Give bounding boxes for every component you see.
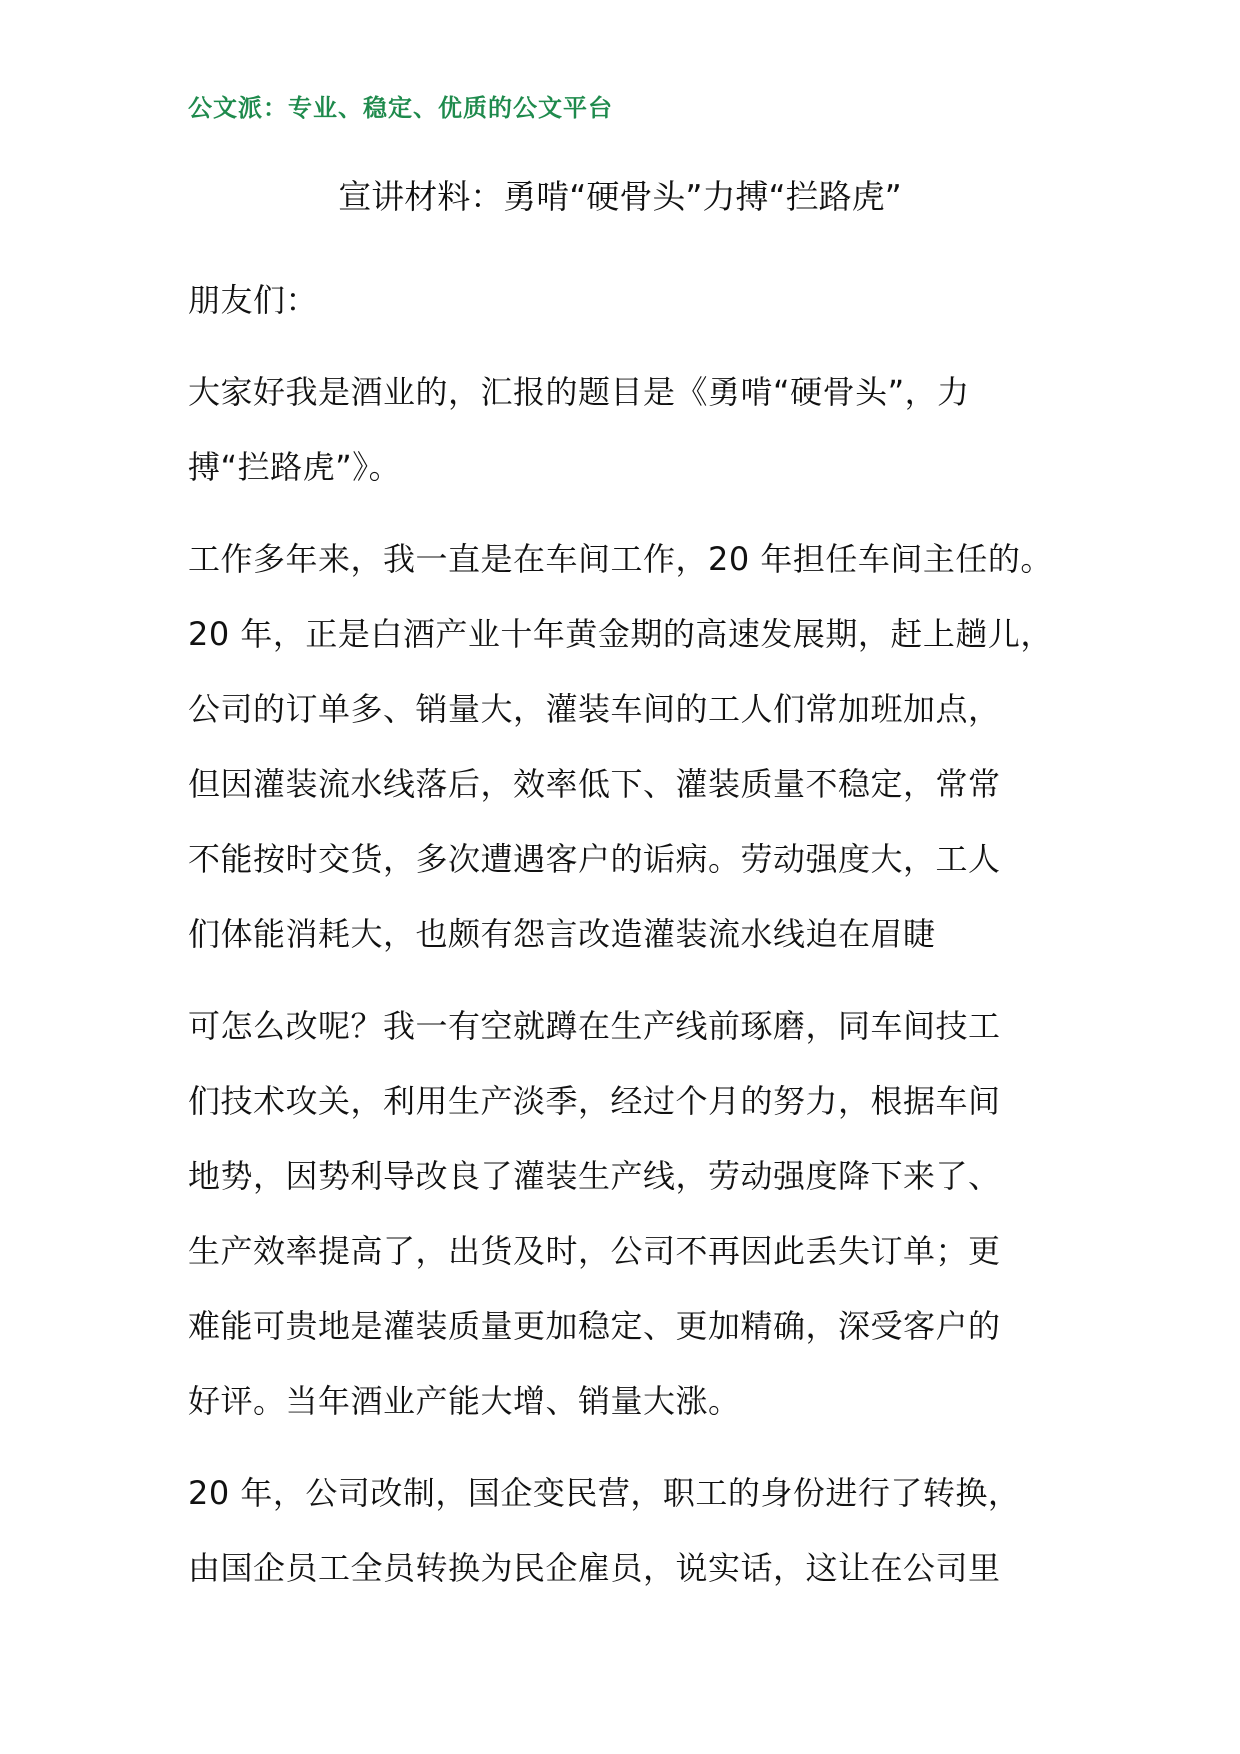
paragraph-line: 但因灌装流水线落后，效率低下、灌装质量不稳定，常常 xyxy=(188,765,1001,803)
greeting: 朋友们： xyxy=(188,281,319,319)
paragraph xyxy=(188,989,1088,1439)
paragraph-line: 20 年，公司改制，国企变民营，职工的身份进行了转换， xyxy=(188,1474,1021,1512)
paragraph-line: 大家好我是酒业的，汇报的题目是《勇啃“硬骨头”，力 xyxy=(188,373,970,411)
paragraph-line: 们体能消耗大，也颇有怨言改造灌装流水线迫在眉睫 xyxy=(188,915,936,953)
paragraph-line: 好评。当年酒业产能大增、销量大涨。 xyxy=(188,1382,741,1420)
paragraph-line: 们技术攻关，利用生产淡季，经过个月的努力，根据车间 xyxy=(188,1082,1001,1120)
paragraph xyxy=(188,1456,1088,1606)
paragraph-line: 难能可贵地是灌装质量更加稳定、更加精确，深受客户的 xyxy=(188,1307,1001,1345)
paragraph-line: 生产效率提高了，出货及时，公司不再因此丢失订单；更 xyxy=(188,1232,1001,1270)
paragraph-line: 地势，因势利导改良了灌装生产线，劳动强度降下来了、 xyxy=(188,1157,1001,1195)
paragraph-line: 可怎么改呢？我一有空就蹲在生产线前琢磨，同车间技工 xyxy=(188,1007,1001,1045)
paragraph xyxy=(188,355,1088,505)
paragraph xyxy=(188,522,1088,972)
header-watermark: 公文派：专业、稳定、优质的公文平台 xyxy=(188,93,613,122)
paragraph-line: 公司的订单多、销量大，灌装车间的工人们常加班加点， xyxy=(188,690,1001,728)
document-title: 宣讲材料：勇啃“硬骨头”力搏“拦路虎” xyxy=(338,177,902,216)
paragraph-line: 由国企员工全员转换为民企雇员，说实话，这让在公司里 xyxy=(188,1549,1001,1587)
paragraph-line: 工作多年来，我一直是在车间工作，20 年担任车间主任的。 xyxy=(188,540,1053,578)
document-body xyxy=(188,263,1088,1606)
paragraph-line: 20 年，正是白酒产业十年黄金期的高速发展期，赶上趟儿， xyxy=(188,615,1053,653)
paragraph-line: 搏“拦路虎”》。 xyxy=(188,448,402,486)
paragraph-line: 不能按时交货，多次遭遇客户的诟病。劳动强度大，工人 xyxy=(188,840,1001,878)
